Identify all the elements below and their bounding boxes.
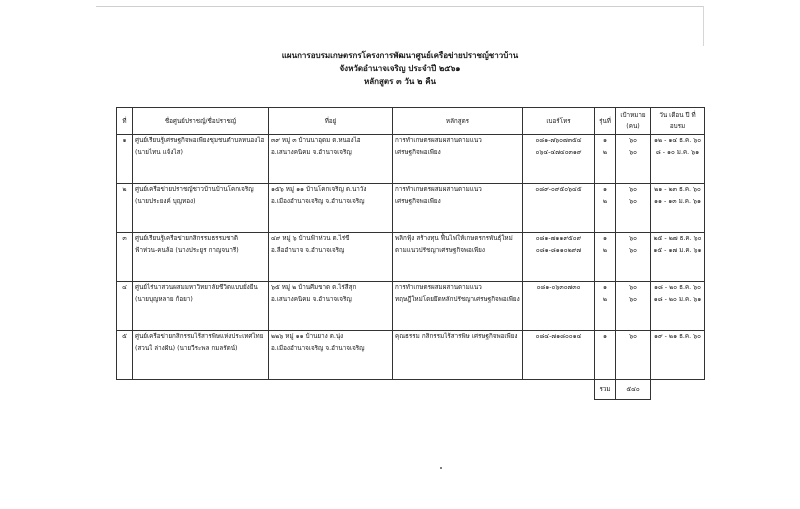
cell-batch [595, 233, 616, 282]
table-row [117, 331, 705, 380]
center-person: (สวนใ ล่างฝัน) (นายวีระพล กมลรัตน์) [135, 345, 238, 352]
cell-target [616, 184, 651, 233]
cell-batch [595, 184, 616, 233]
course-line: พลิกฟุ้ง สร้างทุน ฟื้นไฟให้เกษตรกรพันธุ์ใหม่ [395, 235, 513, 242]
cell-date [651, 233, 705, 282]
phone-number: ๐๖๔-๔๗๔๐๓๑๙ [535, 149, 582, 156]
target-value: ๖๐ [629, 247, 637, 254]
date-value: ๑๘ - ๒๐ ม.ค. ๖๑ [653, 296, 702, 303]
center-person: (นายประยงค์ บุญทอง) [135, 198, 196, 205]
total-value: ๕๔๐ [616, 380, 651, 400]
cell-center [133, 282, 269, 331]
cell-address [269, 184, 393, 233]
batch-value: ๒ [602, 296, 608, 303]
address-line: อ.เมืองอำนาจเจริญ จ.อำนาจเจริญ [271, 345, 365, 352]
batch-value: ๑ [603, 235, 607, 242]
batch-value: ๑ [603, 333, 607, 340]
scan-speck [440, 467, 442, 469]
batch-value: ๑ [603, 284, 607, 291]
center-name: ศูนย์เรียนรู้เครือข่ายกสิกรรมธรรมชาติ [135, 235, 239, 242]
cell-phone [523, 331, 595, 380]
header-address: ที่อยู่ [269, 108, 393, 135]
course-line: เศรษฐกิจพอเพียง [395, 149, 441, 156]
date-value: ๘ - ๑๐ ม.ค. ๖๑ [655, 149, 700, 156]
date-value: ๑๑ - ๑๓ ม.ค. ๖๑ [654, 198, 701, 205]
target-value: ๖๐ [629, 284, 637, 291]
header-phone: เบอร์โทร [523, 108, 595, 135]
course-line: ตามแนวปรัชญาเศรษฐกิจพอเพียง [395, 247, 485, 254]
cell-target [616, 135, 651, 184]
course-line: เศรษฐกิจพอเพียง [395, 198, 441, 205]
cell-no: ๔ [117, 282, 133, 331]
target-value: ๖๐ [629, 198, 637, 205]
address-line: อ.ลืออำนาจ จ.อำนาจเจริญ [271, 247, 345, 254]
address-line: ๒๒๖ หมู่ ๑๑ บ้านยาง ต.นุ่ง [271, 333, 344, 340]
date-value: ๒๕ - ๒๗ ธ.ค. ๖๐ [653, 235, 702, 242]
target-value: ๖๐ [629, 137, 637, 144]
cell-no: ๓ [117, 233, 133, 282]
center-name: ศูนย์เรียนรู้เศรษฐกิจพอเพียงชุมชนตำบลหนองไฮ [135, 137, 265, 144]
center-person: (นายบุญหลาย ก้อยา) [135, 296, 193, 303]
target-value: ๖๐ [629, 333, 637, 340]
date-value: ๑๒ - ๑๔ ธ.ค. ๖๐ [653, 137, 702, 144]
cell-phone [523, 184, 595, 233]
course-line: การทำเกษตรผสมผสานตามแนว [395, 284, 482, 291]
course-line: ทฤษฎีใหม่โดยยึดหลักปรัชญาเศรษฐกิจพอเพียง [395, 296, 520, 303]
total-trailing-spacer [651, 380, 705, 400]
phone-number: ๐๘๔-๗๑๘๐๐๑๔ [535, 333, 582, 340]
date-value: ๑๘ - ๒๐ ธ.ค. ๖๐ [653, 284, 702, 291]
header-course: หลักสูตร [393, 108, 523, 135]
cell-course [393, 331, 523, 380]
cell-course [393, 135, 523, 184]
cell-phone [523, 282, 595, 331]
cell-center [133, 233, 269, 282]
cell-batch [595, 331, 616, 380]
course-line: คุณธรรม กสิกรรมไร้สารพิษ เศรษฐกิจพอเพียง [395, 333, 518, 340]
phone-number: ๐๘๑-๗๑๑๙๕๐๙ [535, 235, 582, 242]
cell-course [393, 282, 523, 331]
address-line: ๖๕ หมู่ ๒ บ้านศีมขาด ต.ไร่สีสุก [271, 284, 357, 291]
table-row [117, 282, 705, 331]
phone-number: ๐๘๙-๐๙๕๐๖๔๕ [535, 186, 582, 193]
phone-number: ๐๘๑-๘๑๑๐๒๙๗ [535, 247, 582, 254]
cell-address [269, 135, 393, 184]
cell-center [133, 135, 269, 184]
date-value: ๒๑ - ๒๓ ธ.ค. ๖๐ [654, 186, 701, 193]
scan-edge-top [96, 6, 704, 7]
cell-target [616, 331, 651, 380]
cell-target [616, 233, 651, 282]
batch-value: ๒ [602, 247, 608, 254]
target-value: ๖๐ [629, 186, 637, 193]
phone-number: ๐๘๑-๗๖๐๗๓๕๔ [535, 137, 582, 144]
header-no: ที่ [117, 108, 133, 135]
batch-value: ๑ [603, 137, 607, 144]
table-header-row [117, 108, 705, 135]
training-plan-table [116, 107, 705, 400]
course-line: การทำเกษตรผสมผสานตามแนว [395, 186, 482, 193]
cell-no: ๑ [117, 135, 133, 184]
document-subtitle-province: จังหวัดอำนาจเจริญ ประจำปี ๒๕๖๑ [339, 64, 461, 73]
cell-no: ๕ [117, 331, 133, 380]
header-date: วัน เดือน ปี ที่อบรม [651, 108, 705, 135]
date-value: ๑๕ - ๑๗ ม.ค. ๖๑ [653, 247, 702, 254]
cell-address [269, 331, 393, 380]
total-spacer [117, 380, 595, 400]
target-value: ๖๐ [629, 235, 637, 242]
header-target: เป้าหมาย (คน) [616, 108, 651, 135]
cell-date [651, 282, 705, 331]
header-center: ชื่อศูนย์ปราชญ์/ชื่อปราชญ์ [133, 108, 269, 135]
center-name: ศูนย์เครือข่ายกสิกรรมไร้สารพิษแห่งประเทศไทย [135, 333, 264, 340]
center-name: ศูนย์ไร่นาสวนผสมมหาวิทยาลัยชีวิตแบบยั่งยืน [135, 284, 258, 291]
table-row [117, 233, 705, 282]
course-line: การทำเกษตรผสมผสานตามแนว [395, 137, 482, 144]
cell-center [133, 331, 269, 380]
target-value: ๖๐ [629, 296, 637, 303]
total-label: รวม [595, 380, 616, 400]
cell-date [651, 331, 705, 380]
address-line: อ.เมืองอำนาจเจริญ จ.อำนาจเจริญ [271, 198, 365, 205]
cell-address [269, 233, 393, 282]
cell-center [133, 184, 269, 233]
address-line: ๔๙ หมู่ ๖ บ้านฟ้าห่วน ต.ไร่ขี [271, 235, 350, 242]
center-name: ศูนย์เครือข่ายปราชญ์ชาวบ้านบ้านโคกเจริญ [135, 186, 254, 193]
batch-value: ๒ [602, 198, 608, 205]
date-value: ๑๙ - ๒๑ ธ.ค. ๖๐ [654, 333, 701, 340]
table-total-row [117, 380, 705, 400]
address-line: ๓๙ หมู่ ๓ บ้านนาอุดม ต.หนองไฮ [271, 137, 361, 144]
table-row [117, 135, 705, 184]
document-title: แผนการอบรมเกษตรกรโครงการพัฒนาศูนย์เครือข่ายปราชญ์ชาวบ้าน [281, 51, 519, 60]
cell-address [269, 282, 393, 331]
scan-edge-right [703, 6, 704, 46]
batch-value: ๒ [602, 149, 608, 156]
cell-phone [523, 233, 595, 282]
center-person: (นายไทน แจ้งไส) [135, 149, 183, 156]
phone-number: ๐๘๑-๐๖๓๐๗๓๐ [536, 284, 581, 291]
cell-no: ๒ [117, 184, 133, 233]
center-person: ฟ้าห่วน-คนล้อ (นางประยูร กาญจนารี) [135, 247, 239, 254]
target-value: ๖๐ [629, 149, 637, 156]
cell-course [393, 233, 523, 282]
address-line: อ.เสนางคนิคม จ.อำนาจเจริญ [271, 296, 352, 303]
table-row [117, 184, 705, 233]
cell-date [651, 135, 705, 184]
address-line: ๑๕๖ หมู่ ๑๑ บ้านโคกเจริญ ต.นาวัง [271, 186, 367, 193]
cell-target [616, 282, 651, 331]
cell-date [651, 184, 705, 233]
batch-value: ๑ [603, 186, 607, 193]
header-batch: รุ่นที่ [595, 108, 616, 135]
cell-batch [595, 282, 616, 331]
cell-batch [595, 135, 616, 184]
cell-course [393, 184, 523, 233]
address-line: อ.เสนางคนิคม จ.อำนาจเจริญ [271, 149, 352, 156]
document-subtitle-course: หลักสูตร ๓ วัน ๒ คืน [363, 77, 437, 86]
cell-phone [523, 135, 595, 184]
